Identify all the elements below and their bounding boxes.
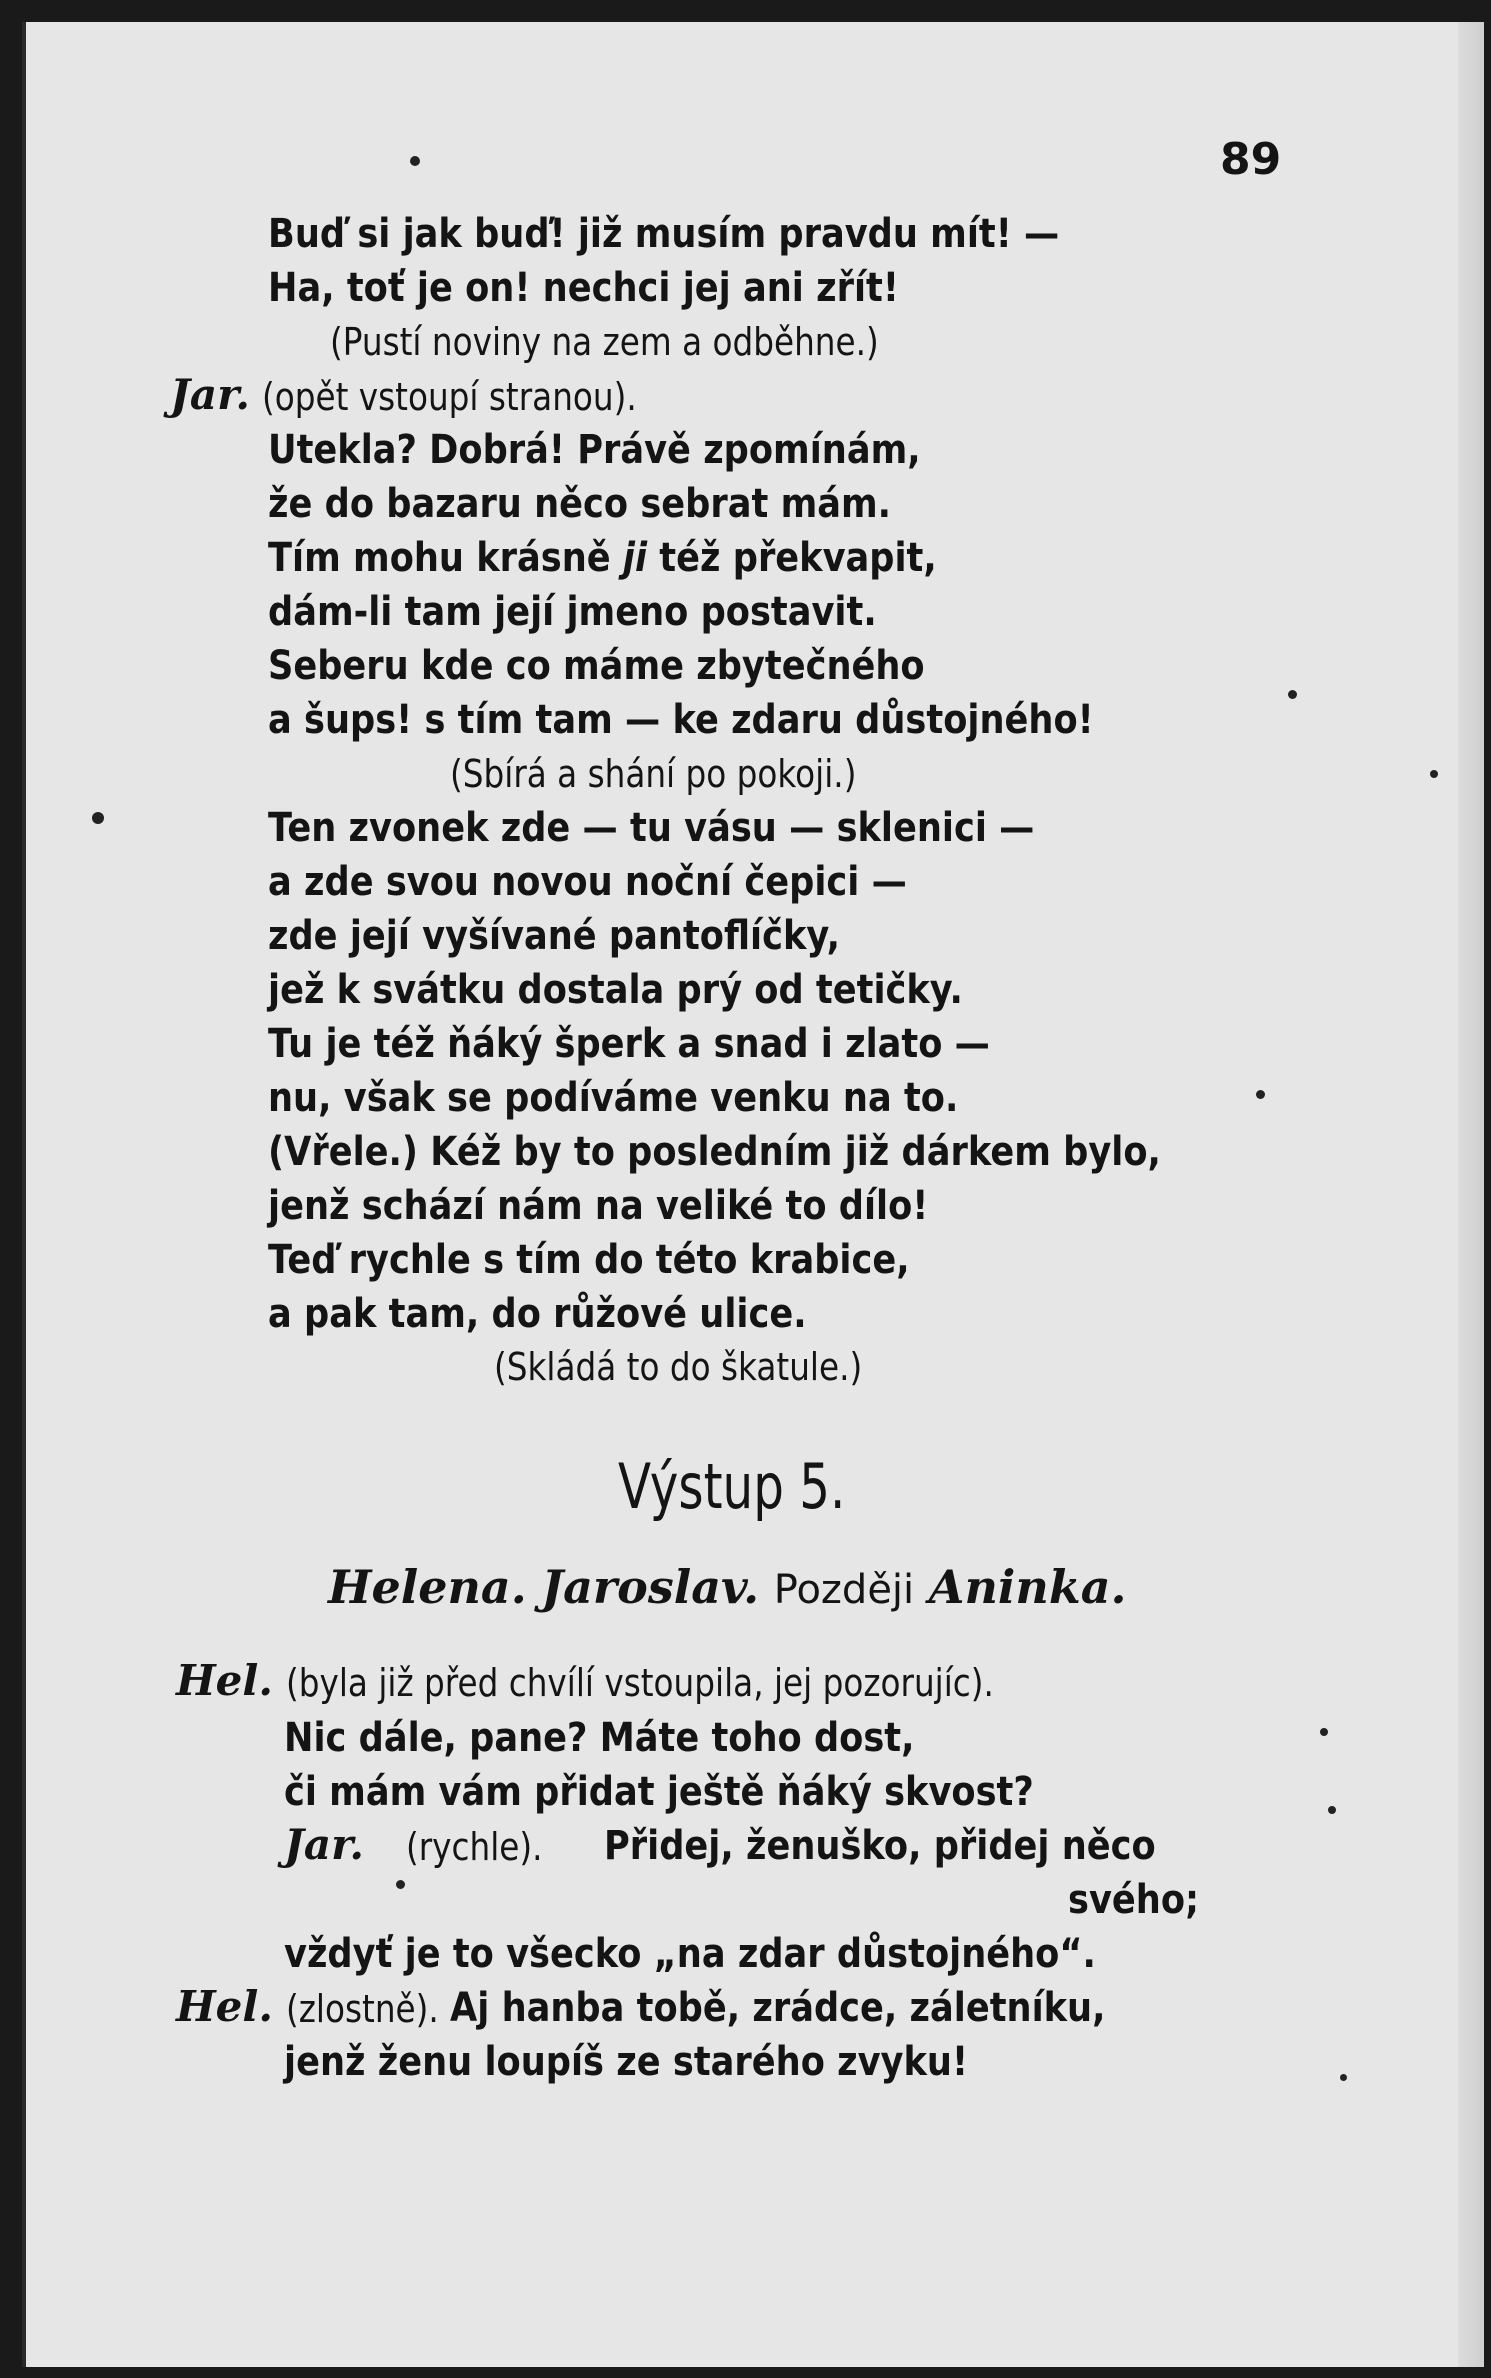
verse-text: Tím mohu krásně bbox=[268, 535, 611, 581]
page-edge bbox=[1458, 22, 1484, 2367]
stage-direction: (byla již před chvílí vstoupila, jej pozorujíc). bbox=[286, 1661, 994, 1705]
cast-name: Helena. bbox=[328, 1560, 527, 1614]
verse-line: zde její vyšívané pantoflíčky, bbox=[268, 913, 840, 959]
stage-direction: (Pustí noviny na zem a odběhne.) bbox=[330, 320, 879, 364]
page-number: 89 bbox=[1220, 134, 1282, 185]
stage-direction: (opět vstoupí stranou). bbox=[262, 375, 637, 419]
verse-line: Seberu kde co máme zbytečného bbox=[268, 643, 925, 689]
verse-line: a pak tam, do růžové ulice. bbox=[268, 1291, 807, 1337]
verse-emphasis: ji bbox=[622, 535, 648, 581]
ink-speck bbox=[1320, 1728, 1328, 1736]
ink-speck bbox=[1288, 690, 1297, 699]
verse-line: Ha, toť je on! nechci jej ani zřít! bbox=[268, 265, 899, 311]
speaker-label: Hel. bbox=[176, 1656, 273, 1705]
ink-speck bbox=[396, 1880, 405, 1889]
cast-list bbox=[328, 1560, 1127, 1614]
verse-line: vždyť je to všecko „na zdar důstojného“. bbox=[284, 1931, 1096, 1977]
verse-line: Nic dále, pane? Máte toho dost, bbox=[284, 1715, 915, 1761]
stage-direction: (Sbírá a shání po pokoji.) bbox=[450, 752, 857, 796]
verse-line: Ten zvonek zde — tu vásu — sklenici — bbox=[268, 805, 1035, 851]
verse-line: jenž ženu loupíš ze starého zvyku! bbox=[284, 2039, 969, 2085]
verse-line: Teď rychle s tím do této krabice, bbox=[268, 1237, 910, 1283]
ink-speck bbox=[1256, 1090, 1265, 1099]
cast-note: Později bbox=[773, 1567, 915, 1613]
verse-line: Utekla? Dobrá! Právě zpomínám, bbox=[268, 427, 921, 473]
verse-line: a zde svou novou noční čepici — bbox=[268, 859, 907, 905]
stage-direction: (zlostně). bbox=[286, 1987, 439, 2031]
stage-direction: (rychle). bbox=[406, 1825, 543, 1869]
cast-name: Aninka. bbox=[928, 1560, 1127, 1614]
speaker-label: Jar. bbox=[170, 370, 250, 419]
speaker-label: Jar. bbox=[284, 1820, 364, 1869]
verse-line: či mám vám přidat ještě ňáký skvost? bbox=[284, 1769, 1034, 1815]
ink-speck bbox=[410, 156, 420, 166]
verse-line bbox=[268, 535, 937, 581]
ink-speck bbox=[1328, 1806, 1336, 1814]
verse-line: (Vřele.) Kéž by to posledním již dárkem bylo, bbox=[268, 1129, 1161, 1175]
verse-line: Buď si jak buď! již musím pravdu mít! — bbox=[268, 211, 1060, 257]
verse-line: Tu je též ňáký šperk a snad i zlato — bbox=[268, 1021, 990, 1067]
cast-name: Jaroslav. bbox=[541, 1560, 760, 1614]
verse-line: jenž schází nám na veliké to dílo! bbox=[268, 1183, 929, 1229]
verse-line: že do bazaru něco sebrat mám. bbox=[268, 481, 892, 527]
verse-line: svého; bbox=[1068, 1877, 1200, 1923]
verse-line: a šups! s tím tam — ke zdaru důstojného! bbox=[268, 697, 1094, 743]
speaker-label: Hel. bbox=[176, 1982, 273, 2031]
verse-line: nu, však se podíváme venku na to. bbox=[268, 1075, 959, 1121]
verse-line: jež k svátku dostala prý od tetičky. bbox=[268, 967, 963, 1013]
verse-text: též překvapit, bbox=[659, 535, 937, 581]
verse-line: dám-li tam její jmeno postavit. bbox=[268, 589, 877, 635]
ink-speck bbox=[92, 812, 104, 824]
verse-line: Přidej, ženuško, přidej něco bbox=[604, 1823, 1156, 1869]
verse-line: Aj hanba tobě, zrádce, záletníku, bbox=[450, 1985, 1106, 2031]
scene-heading: Výstup 5. bbox=[618, 1450, 846, 1523]
stage-direction: (Skládá to do škatule.) bbox=[494, 1345, 863, 1389]
ink-speck bbox=[1430, 770, 1438, 778]
ink-speck bbox=[1340, 2074, 1347, 2081]
